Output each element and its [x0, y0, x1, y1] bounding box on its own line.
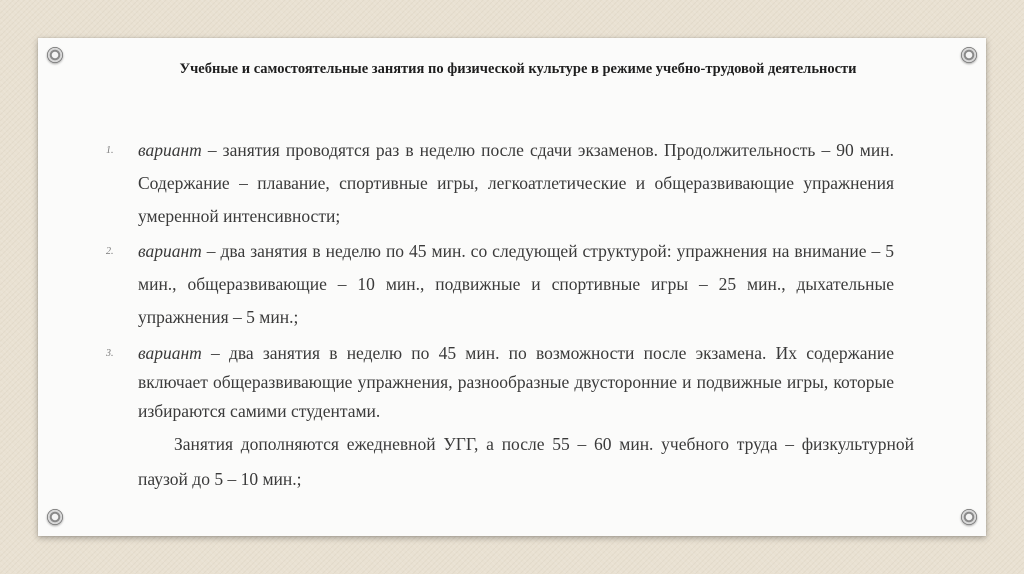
list-label: вариант [138, 140, 202, 160]
list-text: – два занятия в неделю по 45 мин. по возможности после экзамена. Их содержание включает общеразвивающие упражнения, разнообразные двусторонние и подвижные игры, которые избираются самими студентами. [138, 343, 894, 421]
pin-icon [961, 509, 977, 525]
list-label: вариант [138, 241, 202, 261]
list-number: 3. [106, 348, 114, 359]
list-text: – занятия проводятся раз в неделю после сдачи экзаменов. Продолжительность – 90 мин. Содержание – плавание, спортивные игры, легкоатлетические и общеразвивающие упражнения умеренной интенсивности; [138, 140, 894, 226]
list-number: 1. [106, 145, 114, 156]
list-number: 2. [106, 246, 114, 257]
list-label: вариант [138, 343, 202, 363]
slide-sheet [38, 38, 986, 536]
list-item-3 [106, 339, 894, 426]
slide-title: Учебные и самостоятельные занятия по физической культуре в режиме учебно-трудовой деятельности [179, 61, 857, 77]
closing-paragraph: Занятия дополняются ежедневной УГГ, а после 55 – 60 мин. учебного труда – физкультурной паузой до 5 – 10 мин.; [138, 434, 914, 489]
pin-icon [47, 47, 63, 63]
pin-icon [47, 509, 63, 525]
list-item-1 [106, 134, 894, 233]
list-text: – два занятия в неделю по 45 мин. со следующей структурой: упражнения на внимание – 5 мин., общеразвивающие – 10 мин., подвижные и спортивные игры – 25 мин., дыхательные упражнения – 5 мин.; [138, 241, 894, 327]
pin-icon [961, 47, 977, 63]
list-item-2 [106, 235, 894, 334]
